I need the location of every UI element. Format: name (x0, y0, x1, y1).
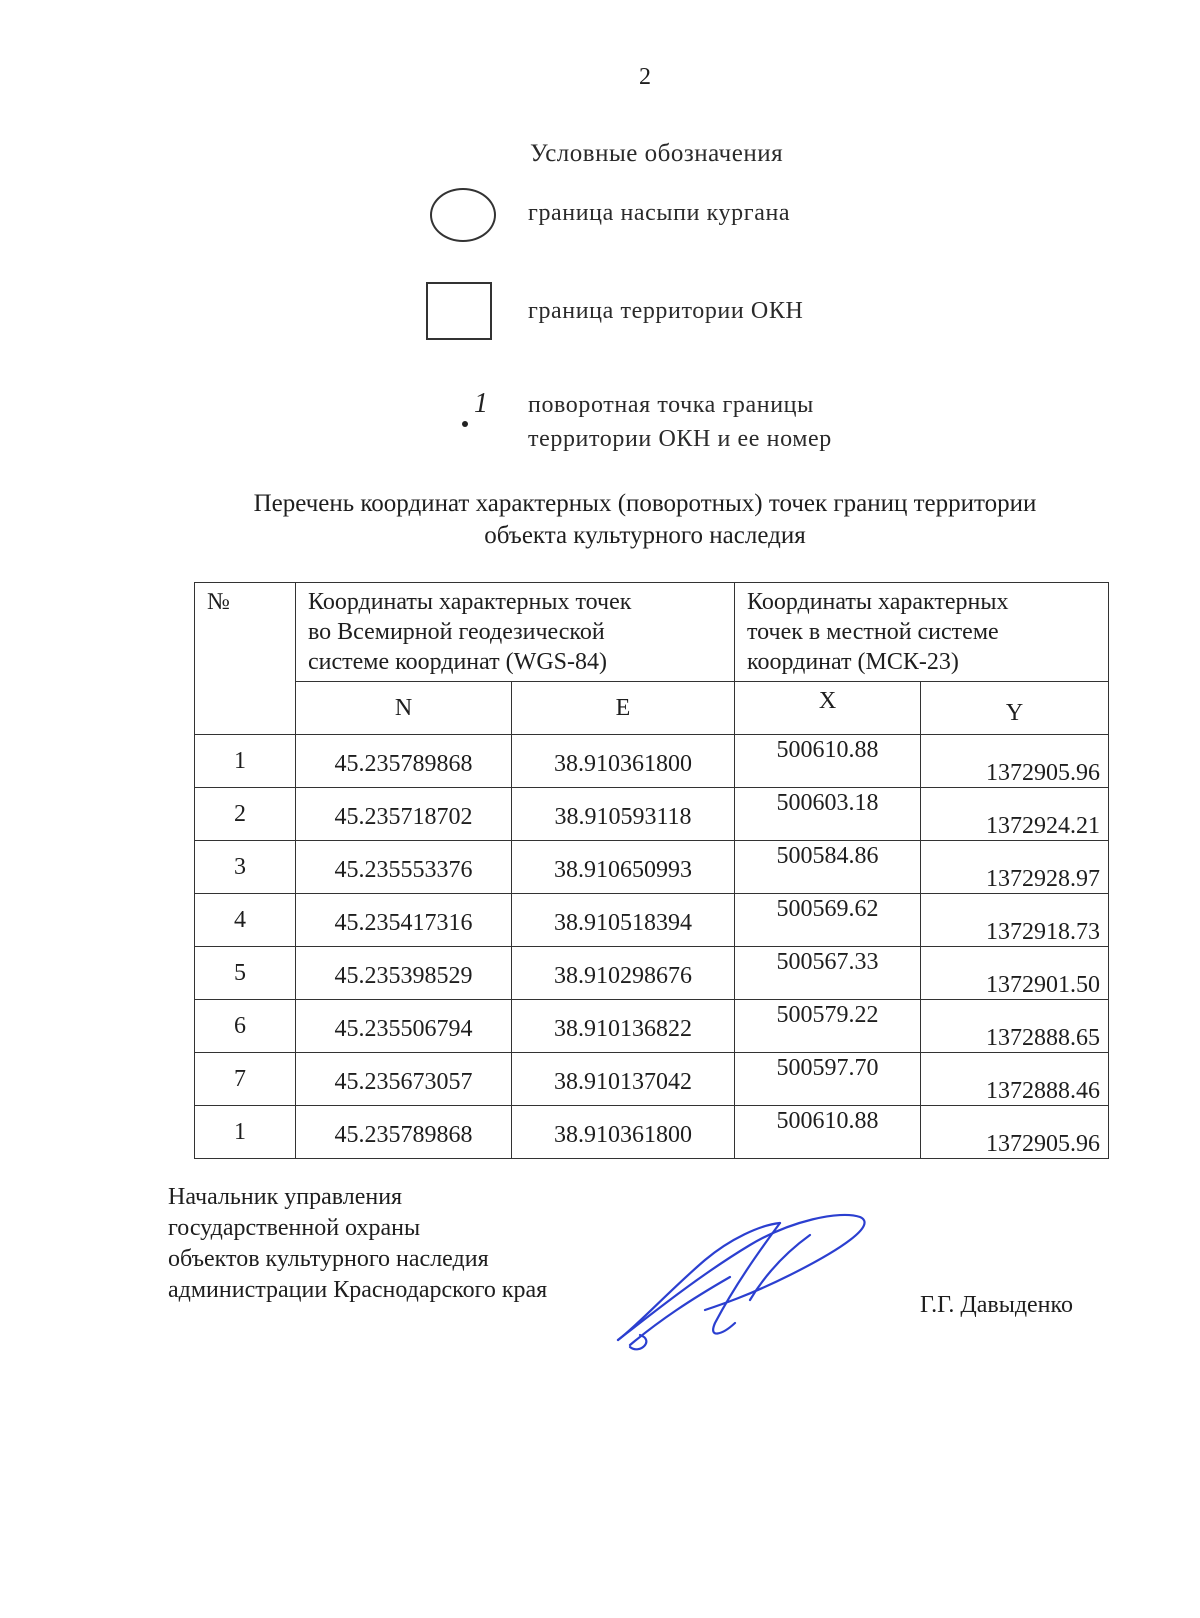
signatory-line: Начальник управления (168, 1184, 403, 1210)
legend-label-mound: граница насыпи кургана (528, 200, 791, 226)
cell-number: 6 (195, 1000, 296, 1053)
signatory-title (168, 1182, 547, 1306)
cell-e: 38.910298676 (512, 947, 735, 1000)
header-e: E (512, 682, 735, 735)
coordinates-list-title (190, 488, 1100, 552)
cell-n: 45.235398529 (296, 947, 512, 1000)
point-number: 1 (474, 388, 488, 419)
table-row (195, 894, 1109, 947)
legend-title: Условные обозначения (530, 140, 784, 167)
legend-label-territory: граница территории ОКН (528, 298, 804, 324)
header-number: № (195, 583, 296, 735)
signatory-line: объектов культурного наследия (168, 1246, 489, 1272)
cell-x: 500567.33 (735, 947, 921, 1000)
turn-point-icon (460, 388, 500, 438)
cell-number: 2 (195, 788, 296, 841)
handwritten-signature-icon (610, 1205, 890, 1355)
cell-n: 45.235553376 (296, 841, 512, 894)
cell-number: 1 (195, 1106, 296, 1159)
cell-y: 1372905.96 (921, 1106, 1109, 1159)
cell-n: 45.235417316 (296, 894, 512, 947)
page-number: 2 (639, 64, 651, 90)
point-dot (462, 421, 468, 427)
cell-x: 500610.88 (735, 735, 921, 788)
header-wgs-group (296, 583, 735, 682)
cell-x: 500610.88 (735, 1106, 921, 1159)
cell-x: 500603.18 (735, 788, 921, 841)
header-n: N (296, 682, 512, 735)
square-symbol-icon (426, 282, 492, 340)
legend-label-line: поворотная точка границы (528, 392, 814, 418)
header-x: X (735, 682, 921, 735)
cell-e: 38.910137042 (512, 1053, 735, 1106)
table-row (195, 1053, 1109, 1106)
signer-name: Г.Г. Давыденко (920, 1292, 1073, 1318)
table-row (195, 947, 1109, 1000)
legend-label-turn-point (528, 388, 832, 456)
cell-y: 1372888.65 (921, 1000, 1109, 1053)
list-title-line: Перечень координат характерных (поворотных) точек границ территории (253, 490, 1037, 517)
cell-n: 45.235718702 (296, 788, 512, 841)
cell-x: 500569.62 (735, 894, 921, 947)
header-line: во Всемирной геодезической (308, 619, 605, 645)
circle-symbol-icon (430, 188, 496, 242)
signatory-line: государственной охраны (168, 1215, 421, 1241)
legend-label-line: территории ОКН и ее номер (528, 426, 832, 452)
coordinates-table (194, 582, 1109, 1159)
table-row (195, 1000, 1109, 1053)
cell-number: 5 (195, 947, 296, 1000)
cell-y: 1372924.21 (921, 788, 1109, 841)
cell-x: 500597.70 (735, 1053, 921, 1106)
table-row (195, 841, 1109, 894)
header-msk-group (735, 583, 1109, 682)
cell-e: 38.910361800 (512, 735, 735, 788)
header-line: системе координат (WGS-84) (308, 649, 607, 675)
cell-e: 38.910650993 (512, 841, 735, 894)
header-line: Координаты характерных (747, 589, 1009, 615)
cell-n: 45.235789868 (296, 735, 512, 788)
cell-number: 4 (195, 894, 296, 947)
table-row (195, 1106, 1109, 1159)
list-title-line: объекта культурного наследия (484, 522, 806, 549)
table-row (195, 735, 1109, 788)
cell-y: 1372918.73 (921, 894, 1109, 947)
header-y: Y (921, 682, 1109, 735)
cell-y: 1372901.50 (921, 947, 1109, 1000)
cell-y: 1372905.96 (921, 735, 1109, 788)
cell-x: 500579.22 (735, 1000, 921, 1053)
cell-n: 45.235506794 (296, 1000, 512, 1053)
cell-y: 1372928.97 (921, 841, 1109, 894)
cell-n: 45.235789868 (296, 1106, 512, 1159)
cell-x: 500584.86 (735, 841, 921, 894)
cell-e: 38.910593118 (512, 788, 735, 841)
header-line: Координаты характерных точек (308, 589, 632, 615)
header-line: координат (МСК-23) (747, 649, 959, 675)
cell-number: 1 (195, 735, 296, 788)
table-row (195, 788, 1109, 841)
cell-e: 38.910518394 (512, 894, 735, 947)
cell-n: 45.235673057 (296, 1053, 512, 1106)
header-line: точек в местной системе (747, 619, 999, 645)
cell-y: 1372888.46 (921, 1053, 1109, 1106)
signatory-line: администрации Краснодарского края (168, 1277, 548, 1303)
table-header-row (195, 583, 1109, 682)
cell-e: 38.910361800 (512, 1106, 735, 1159)
cell-number: 7 (195, 1053, 296, 1106)
table-subheader-row (195, 682, 1109, 735)
cell-e: 38.910136822 (512, 1000, 735, 1053)
cell-number: 3 (195, 841, 296, 894)
